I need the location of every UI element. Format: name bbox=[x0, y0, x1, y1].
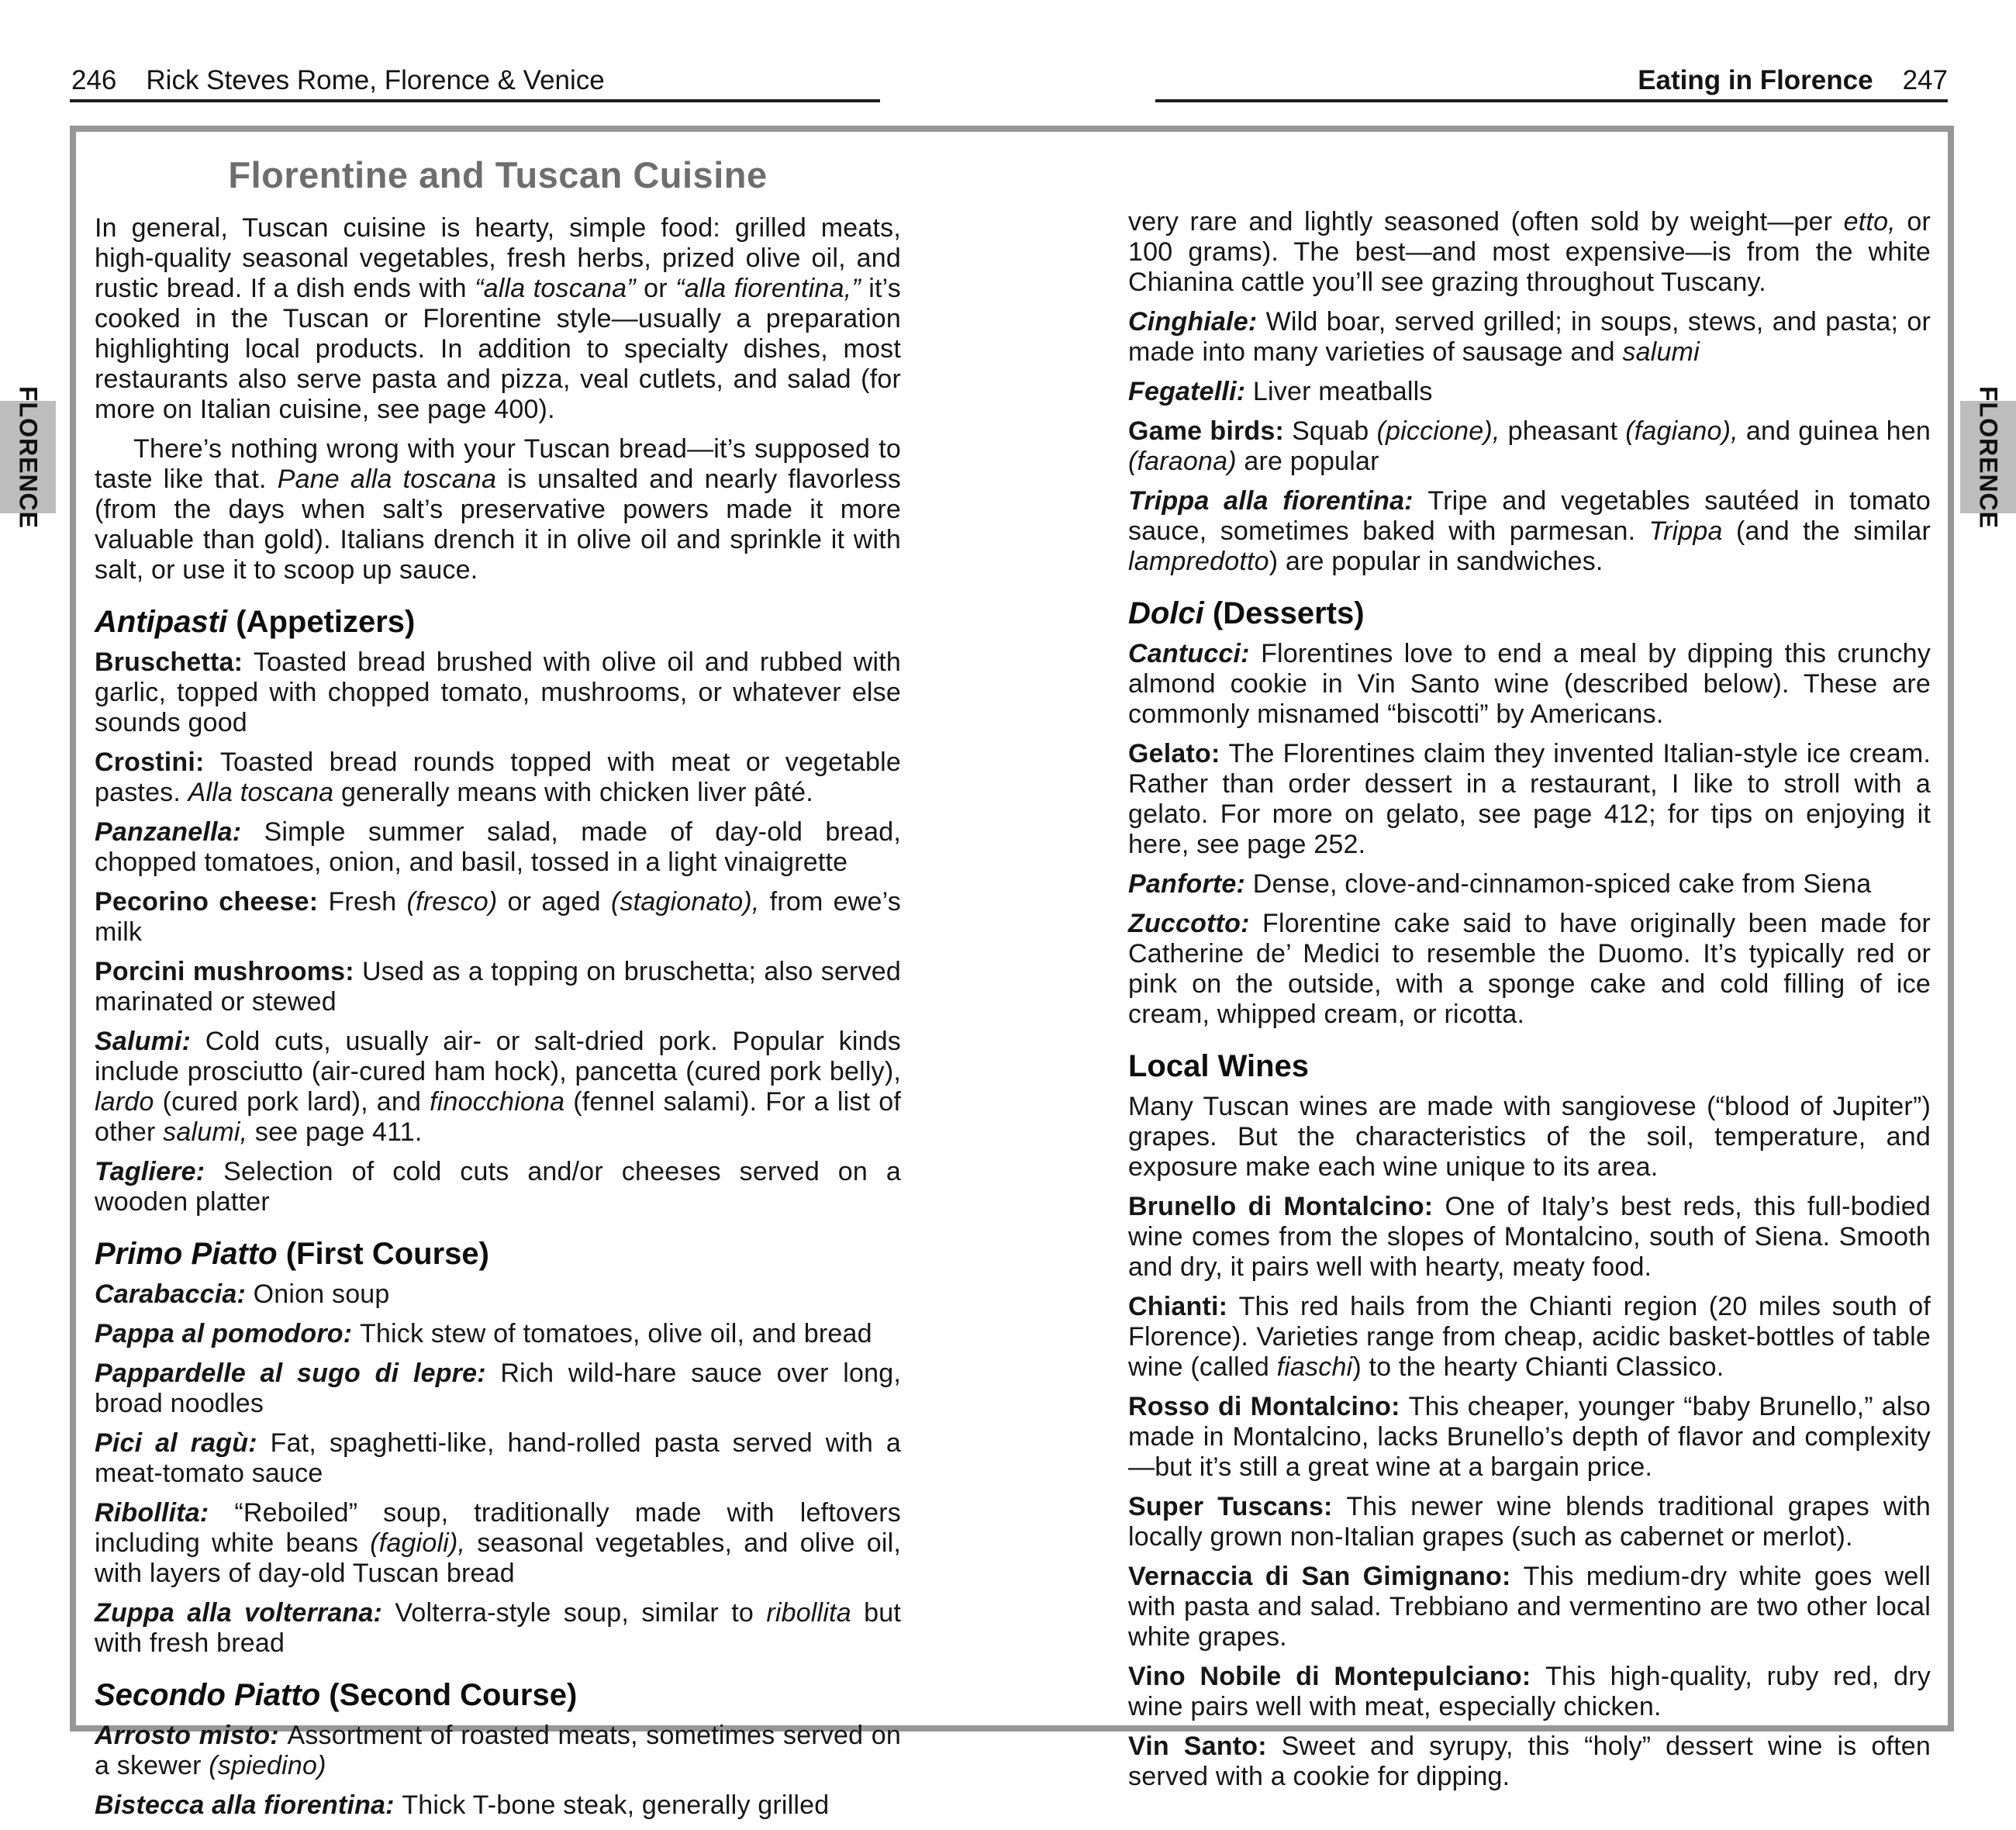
entry-paragraph: Ribollita: “Reboiled” soup, traditionally made with leftovers including white beans (fagioli), seasonal vegetables, and olive oil, with layers of day-old Tuscan bread bbox=[95, 1498, 901, 1588]
entry-term: Pici al ragù: bbox=[95, 1428, 271, 1458]
entry-term: Gelato: bbox=[1128, 739, 1229, 768]
entry-paragraph: Bruschetta: Toasted bread brushed with olive oil and rubbed with garlic, topped with chopped tomato, mushrooms, or whatever else sounds good bbox=[95, 647, 901, 737]
entry-term: Ribollita: bbox=[95, 1498, 235, 1528]
entry-term: Porcini mushrooms: bbox=[95, 957, 362, 986]
left-column bbox=[95, 149, 901, 1830]
right-column bbox=[1128, 149, 1931, 1801]
entry-paragraph: Pici al ragù: Fat, spaghetti-like, hand-rolled pasta served with a meat-tomato sauce bbox=[95, 1428, 901, 1488]
entry-paragraph: Cantucci: Florentines love to end a meal by dipping this crunchy almond cookie in Vin Santo wine (described below). These are commonly misnamed “biscotti” by Americans. bbox=[1128, 639, 1931, 729]
section-heading: Dolci (Desserts) bbox=[1128, 596, 1365, 630]
section-heading: Primo Piatto (First Course) bbox=[95, 1237, 489, 1271]
body-paragraph: In general, Tuscan cuisine is hearty, simple food: grilled meats, high-quality seasonal vegetables, fresh herbs, prized olive oil, and rustic bread. If a dish ends with “alla toscana” or “alla fiorentina,” it’s cooked in the Tuscan or Florentine style—usually a preparation highlighting local products. In addition to specialty dishes, most restaurants also serve pasta and pizza, veal cutlets, and salad (for more on Italian cuisine, see page 400). bbox=[95, 213, 901, 424]
entry-paragraph: Brunello di Montalcino: One of Italy’s best reds, this full-bodied wine comes from the slopes of Montalcino, south of Siena. Smooth and dry, it pairs well with hearty, meaty food. bbox=[1128, 1192, 1931, 1282]
entry-term: Panzanella: bbox=[95, 817, 264, 847]
entry-term: Super Tuscans: bbox=[1128, 1492, 1347, 1521]
entry-term: Game birds: bbox=[1128, 416, 1293, 446]
left-column-blocks bbox=[95, 213, 901, 1821]
entry-paragraph: Pecorino cheese: Fresh (fresco) or aged (stagionato), from ewe’s milk bbox=[95, 887, 901, 947]
entry-paragraph: Panforte: Dense, clove-and-cinnamon-spiced cake from Siena bbox=[1128, 869, 1872, 899]
entry-term: Tagliere: bbox=[95, 1157, 224, 1186]
header-rule-right bbox=[1155, 99, 1948, 102]
chapter-tab-label: FLORENCE bbox=[14, 385, 43, 529]
entry-term: Cinghiale: bbox=[1128, 307, 1266, 337]
body-paragraph: Many Tuscan wines are made with sangiovese (“blood of Jupiter”) grapes. But the characteristics of the soil, temperature, and exposure make each wine unique to its area. bbox=[1128, 1092, 1931, 1182]
entry-term: Bruschetta: bbox=[95, 647, 254, 677]
entry-paragraph: Bistecca alla fiorentina: Thick T-bone steak, generally grilled bbox=[95, 1790, 830, 1820]
body-paragraph: There’s nothing wrong with your Tuscan bread—it’s supposed to taste like that. Pane alla toscana is unsalted and nearly flavorless (from the days when salt’s preservative powers made it more valuable than gold). Italians drench it in olive oil and sprinkle it with salt, or use it to scoop up sauce. bbox=[95, 434, 901, 585]
header-rule-left bbox=[70, 99, 880, 102]
book-title: Rick Steves Rome, Florence & Venice bbox=[146, 65, 605, 95]
chapter-tab-left bbox=[0, 385, 56, 529]
entry-paragraph: Salumi: Cold cuts, usually air- or salt-dried pork. Popular kinds include prosciutto (air-cured ham hock), pancetta (cured pork belly), lardo (cured pork lard), and finocchiona (fennel salami). For a list of other salumi, see page 411. bbox=[95, 1027, 901, 1147]
entry-term: Pappardelle al sugo di lepre: bbox=[95, 1359, 501, 1388]
entry-paragraph: Pappa al pomodoro: Thick stew of tomatoes, olive oil, and bread bbox=[95, 1319, 872, 1348]
entry-term: Rosso di Montalcino: bbox=[1128, 1392, 1409, 1421]
entry-paragraph: Tagliere: Selection of cold cuts and/or cheeses served on a wooden platter bbox=[95, 1157, 901, 1217]
entry-term: Carabaccia: bbox=[95, 1279, 254, 1309]
entry-paragraph: Panzanella: Simple summer salad, made of day-old bread, chopped tomatoes, onion, and basil, tossed in a light vinaigrette bbox=[95, 817, 901, 877]
running-head-right bbox=[1638, 65, 1948, 96]
entry-paragraph: Trippa alla fiorentina: Tripe and vegetables sautéed in tomato sauce, sometimes baked with parmesan. Trippa (and the similar lampredotto) are popular in sandwiches. bbox=[1128, 486, 1931, 576]
entry-paragraph: Porcini mushrooms: Used as a topping on bruschetta; also served marinated or stewed bbox=[95, 957, 901, 1017]
entry-paragraph: Carabaccia: Onion soup bbox=[95, 1279, 390, 1309]
entry-paragraph: Chianti: This red hails from the Chianti region (20 miles south of Florence). Varieties range from cheap, acidic basket-bottles of table wine (called fiaschi) to the hearty Chianti Classico. bbox=[1128, 1292, 1931, 1382]
chapter-tab-label: FLORENCE bbox=[1974, 385, 2003, 529]
section-heading: Secondo Piatto (Second Course) bbox=[95, 1678, 578, 1712]
page-title: Florentine and Tuscan Cuisine bbox=[228, 154, 768, 195]
entry-paragraph: Pappardelle al sugo di lepre: Rich wild-hare sauce over long, broad noodles bbox=[95, 1359, 901, 1418]
section-heading: Local Wines bbox=[1128, 1049, 1310, 1083]
page-number-left: 246 bbox=[71, 65, 117, 95]
entry-paragraph: Vino Nobile di Montepulciano: This high-quality, ruby red, dry wine pairs well with meat, especially chicken. bbox=[1128, 1662, 1931, 1721]
entry-paragraph: Crostini: Toasted bread rounds topped with meat or vegetable pastes. Alla toscana generally means with chicken liver pâté. bbox=[95, 748, 902, 807]
entry-paragraph: Arrosto misto: Assortment of roasted meats, sometimes served on a skewer (spiedino) bbox=[95, 1721, 901, 1780]
entry-term: Cantucci: bbox=[1128, 639, 1262, 668]
entry-paragraph: Rosso di Montalcino: This cheaper, younger “baby Brunello,” also made in Montalcino, lacks Brunello’s depth of flavor and complexity—but it’s still a great wine at a bargain price. bbox=[1128, 1392, 1931, 1482]
entry-paragraph: Vin Santo: Sweet and syrupy, this “holy” dessert wine is often served with a cookie for dipping. bbox=[1128, 1732, 1931, 1791]
entry-paragraph: Game birds: Squab (piccione), pheasant (fagiano), and guinea hen (faraona) are popular bbox=[1128, 416, 1931, 476]
entry-term: Trippa alla fiorentina: bbox=[1128, 486, 1428, 516]
entry-term: Bistecca alla fiorentina: bbox=[95, 1790, 402, 1820]
entry-term: Arrosto misto: bbox=[95, 1721, 288, 1750]
entry-term: Zuccotto: bbox=[1128, 909, 1263, 938]
body-paragraph: very rare and lightly seasoned (often sold by weight—per etto, or 100 grams). The best—and most expensive—is from the white Chianina cattle you’ll see grazing throughout Tuscany. bbox=[1128, 207, 1931, 297]
entry-term: Chianti: bbox=[1128, 1292, 1239, 1321]
entry-paragraph: Zuccotto: Florentine cake said to have originally been made for Catherine de’ Medici to resemble the Duomo. It’s typically red or pink on the outside, with a sponge cake and cold filling of ice cream, whipped cream, or ricotta. bbox=[1128, 909, 1931, 1029]
entry-term: Salumi: bbox=[95, 1027, 205, 1056]
entry-paragraph: Cinghiale: Wild boar, served grilled; in soups, stews, and pasta; or made into many varieties of sausage and salumi bbox=[1128, 307, 1931, 367]
entry-term: Crostini: bbox=[95, 748, 220, 777]
running-head-left bbox=[71, 65, 605, 96]
entry-paragraph: Super Tuscans: This newer wine blends traditional grapes with locally grown non-Italian grapes (such as cabernet or merlot). bbox=[1128, 1492, 1931, 1552]
entry-paragraph: Vernaccia di San Gimignano: This medium-dry white goes well with pasta and salad. Trebbiano and vermentino are two other local white grapes. bbox=[1128, 1562, 1931, 1652]
entry-term: Panforte: bbox=[1128, 869, 1253, 899]
chapter-tab-right bbox=[1960, 385, 2016, 529]
entry-term: Brunello di Montalcino: bbox=[1128, 1192, 1445, 1221]
content-box bbox=[70, 126, 1954, 1820]
entry-term: Pecorino cheese: bbox=[95, 887, 329, 917]
section-heading: Antipasti (Appetizers) bbox=[95, 605, 416, 639]
entry-paragraph: Gelato: The Florentines claim they invented Italian-style ice cream. Rather than order dessert in a restaurant, I like to stroll with a gelato. For more on gelato, see page 412; for tips on enjoying it here, see page 252. bbox=[1128, 739, 1931, 859]
entry-term: Zuppa alla volterrana: bbox=[95, 1598, 395, 1628]
entry-paragraph: Zuppa alla volterrana: Volterra-style soup, similar to ribollita but with fresh bread bbox=[95, 1598, 901, 1658]
entry-term: Pappa al pomodoro: bbox=[95, 1319, 360, 1348]
right-column-blocks bbox=[1128, 207, 1931, 1792]
entry-term: Vernaccia di San Gimignano: bbox=[1128, 1562, 1524, 1591]
entry-term: Vino Nobile di Montepulciano: bbox=[1128, 1662, 1545, 1691]
entry-term: Fegatelli: bbox=[1128, 377, 1253, 406]
chapter-title: Eating in Florence bbox=[1638, 65, 1873, 95]
entry-term: Vin Santo: bbox=[1128, 1732, 1282, 1761]
entry-paragraph: Fegatelli: Liver meatballs bbox=[1128, 377, 1433, 406]
page-number-right: 247 bbox=[1902, 65, 1948, 95]
